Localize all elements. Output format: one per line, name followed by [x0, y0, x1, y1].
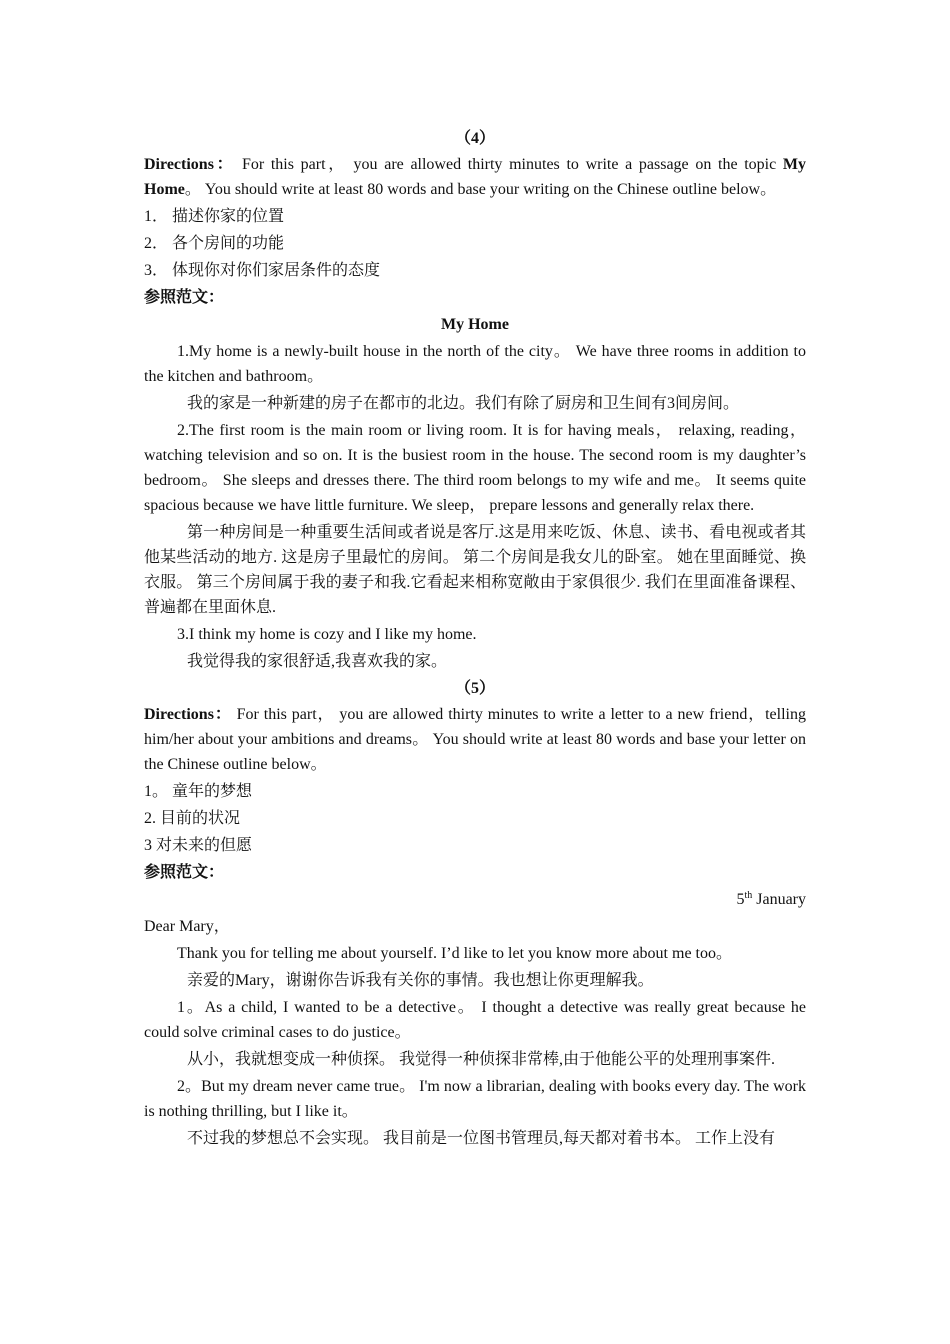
directions-text: For this part， you are allowed thirty minutes to write a letter to a new friend，telling him/her about your ambitions and dreams。 You should write at least 80 words and base your letter on the Chinese outline below。 — [144, 706, 806, 773]
paragraph-cn: 不过我的梦想总不会实现。 我目前是一位图书管理员,每天都对着书本。 工作上没有 — [187, 1130, 776, 1147]
sample-label: 参照范文： — [144, 864, 225, 881]
section-4-directions — [144, 152, 806, 202]
essay-title: My Home — [441, 316, 509, 333]
outline-item: 3 对未来的但愿 — [144, 837, 253, 854]
paragraph-en: 2。But my dream never came true。 I'm now a librarian, dealing with books every day. The work is nothing thrilling, but I like it。 — [144, 1078, 806, 1120]
letter-date: 5th January — [736, 890, 806, 908]
paragraph-en: 2.The first room is the main room or living room. It is for having meals， relaxing, reading， watching television and so on. It is the busiest room in the house. The second room is my daughter’s bedroom。 She sleeps and dresses there. The third room belongs to my wife and me。 It seems quite spacious because we have little furniture. We sleep， prepare lessons and generally relax there. — [144, 422, 806, 514]
paragraph-cn: 亲爱的Mary，谢谢你告诉我有关你的事情。我也想让你更理解我。 — [187, 972, 654, 989]
section-5-number: （5） — [454, 680, 495, 697]
outline-item: 1． 描述你家的位置 — [144, 208, 285, 225]
paragraph-cn: 我的家是一种新建的房子在都市的北边。我们有除了厨房和卫生间有3间房间。 — [187, 395, 740, 412]
letter-greeting: Dear Mary， — [144, 918, 230, 935]
outline-item: 2. 目前的状况 — [144, 810, 241, 827]
section-4-number: （4） — [454, 130, 495, 147]
paragraph-cn: 我觉得我的家很舒适,我喜欢我的家。 — [187, 653, 448, 670]
directions-text: For this part， you are allowed thirty minutes to write a passage on the topic — [235, 156, 783, 173]
paragraph-cn: 从小，我就想变成一种侦探。 我觉得一种侦探非常棒,由于他能公平的处理刑事案件. — [187, 1051, 776, 1068]
paragraph-en: 1。As a child, I wanted to be a detective。 I thought a detective was really great because he could solve criminal cases to do justice。 — [144, 999, 806, 1041]
section-5-directions — [144, 702, 806, 777]
sample-label: 参照范文： — [144, 289, 225, 306]
directions-label: Directions： — [144, 156, 236, 173]
directions-topic: My Home — [144, 156, 806, 198]
outline-item: 2． 各个房间的功能 — [144, 235, 285, 252]
paragraph-cn: 第一种房间是一种重要生活间或者说是客厅.这是用来吃饭、休息、读书、看电视或者其他某些活动的地方. 这是房子里最忙的房间。 第二个房间是我女儿的卧室。 她在里面睡觉、换衣服。 第三个房间属于我的妻子和我.它看起来相称宽敞由于家俱很少. 我们在里面准备课程、普遍都在里面休息. — [144, 524, 806, 616]
paragraph-en: 1.My home is a newly-built house in the north of the city。 We have three rooms in addition to the kitchen and bathroom。 — [144, 343, 806, 385]
directions-label: Directions： — [144, 706, 232, 723]
paragraph-en: Thank you for telling me about yourself. I’d like to let you know more about me too。 — [177, 945, 732, 962]
document-body — [144, 126, 806, 1151]
outline-item: 1。 童年的梦想 — [144, 783, 253, 800]
paragraph-en: 3.I think my home is cozy and I like my home. — [177, 626, 477, 643]
outline-item: 3． 体现你对你们家居条件的态度 — [144, 262, 381, 279]
directions-text-end: 。 You should write at least 80 words and base your writing on the Chinese outline below。 — [184, 181, 777, 198]
